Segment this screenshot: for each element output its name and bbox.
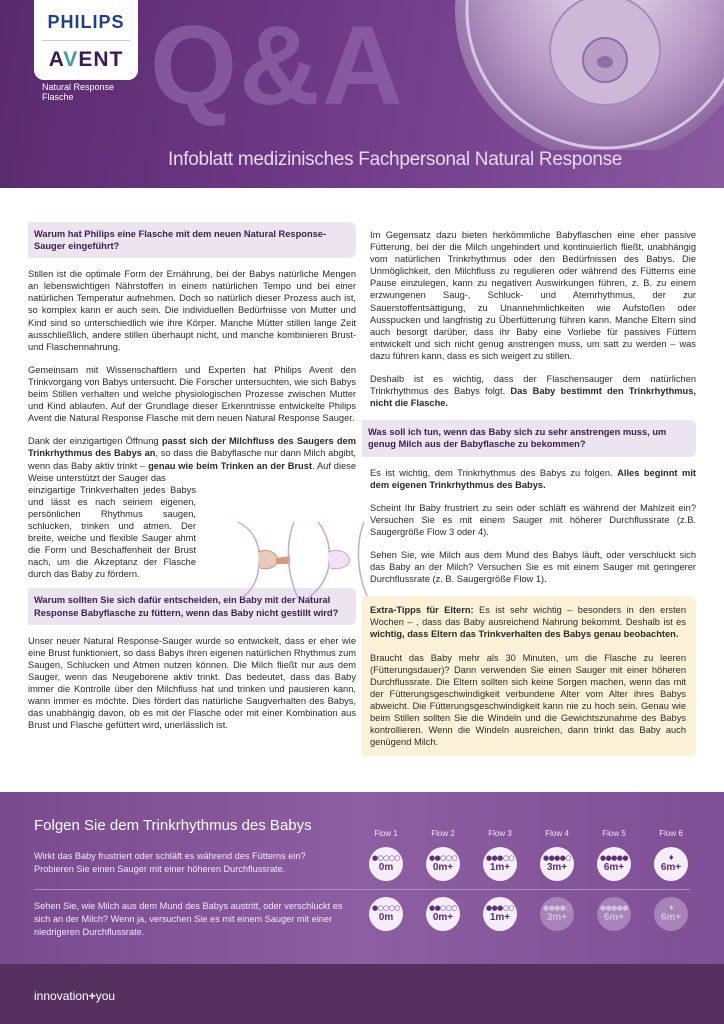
flow-dots: ♦ xyxy=(668,854,674,862)
flow-badge xyxy=(483,847,517,881)
flow-dots: ●●●●● xyxy=(599,854,629,862)
paragraph: Gemeinsam mit Wissenschaftlern und Experten hat Philips Avent den Trinkvorgang von Babys untersucht. Die Forscher untersuchten, wie sich Babys beim Stillen verhalten und welche physiologischen Prozesse zwischen Mutter und Kind ablaufen. Auf der Grundlage dieser Erkenntnisse entwickelte Philips Avent die Natural Response Flasche mit dem neuen Natural Response Sauger. xyxy=(28,364,356,424)
flow-dots: ●○○○○ xyxy=(371,904,401,912)
flow-dots: ♦ xyxy=(668,904,674,912)
flow-label: Flow 2 xyxy=(431,829,455,838)
flow-dots: ●●○○○ xyxy=(428,904,458,912)
flow-age: 0m+ xyxy=(432,912,454,923)
flow-age: 6m+ xyxy=(660,912,682,923)
flow-badge xyxy=(483,897,517,931)
left-column xyxy=(28,222,356,742)
flow-badge xyxy=(597,847,631,881)
extra-tips-box xyxy=(362,596,696,756)
header-banner xyxy=(0,0,724,188)
flow-badge xyxy=(369,847,403,881)
flow-badge xyxy=(654,897,688,931)
flow-label: Flow 3 xyxy=(488,829,512,838)
paragraph: Dank der einzigartigen Öffnung passt sich der Milchfluss des Saugers dem Trinkrhythmus des Babys an, so dass die Babyflasche nur dann Milch abgibt, wenn das Baby aktiv trinkt – genau wie beim Trinken an der Brust. Auf diese Weise unterstützt der Sauger das xyxy=(28,436,357,483)
band-title: Folgen Sie dem Trinkrhythmus des Babys xyxy=(34,817,312,834)
flow-badge xyxy=(540,847,574,881)
flow-dots: ●●●○○ xyxy=(485,904,515,912)
baby-feeding-illustration xyxy=(228,512,378,602)
logo-divider xyxy=(42,40,130,41)
flow-badge xyxy=(426,897,460,931)
flow-age: 3m+ xyxy=(546,912,568,923)
innovation-you-logo: innovation+you xyxy=(34,989,116,1003)
flow-badge xyxy=(540,897,574,931)
flow-badge xyxy=(426,847,460,881)
flow-age: 1m+ xyxy=(489,862,511,873)
right-column xyxy=(370,229,696,756)
paragraph: Scheint Ihr Baby frustriert zu sein oder schläft es während der Mahlzeit ein? Versuchen Sie es mit einem Sauger mit höherer Durchflussrate (z.B. Saugergröße Flow 3 oder 4). xyxy=(370,502,696,537)
flow-badge xyxy=(597,897,631,931)
flow-dots: ●●●●● xyxy=(599,904,629,912)
flow-age: 6m+ xyxy=(603,912,625,923)
flow-age: 1m+ xyxy=(489,912,511,923)
flow-badge xyxy=(369,897,403,931)
paragraph: Sehen Sie, wie Milch aus dem Mund des Babys läuft, oder verschluckt sich das Baby an der Milch? Versuchen Sie es mit einem Sauger mit geringerer Durchflussrate (z. B. Saugergröße Flow 1). xyxy=(370,549,696,585)
paragraph: Unser neuer Natural Response-Sauger wurde so entwickelt, dass er eher wie eine Brust funktioniert, so dass Babys ihren eigenen natürlichen Rhythmus zum Saugen, Schlucken und Atmen nutzen können. Die Milch fließt nur aus dem Sauger, wenn das Neugeborene aktiv trinkt. Das bedeutet, dass das Baby immer die Kontrolle über den Milchfluss hat und trinken und pausieren kann, wann immer es möchte. Dies fördert das natürliche Saugverhalten des Babys, das unabhängig davon, ob es mit der Flasche oder mit einer Kombination aus Brust und Flasche gefüttert wird, unerlässlich ist. xyxy=(28,635,356,731)
flow-dots: ●●●○○ xyxy=(485,854,515,862)
flow-label: Flow 5 xyxy=(602,829,626,838)
flow-age: 3m+ xyxy=(546,862,568,873)
flow-dots: ●●○○○ xyxy=(428,854,458,862)
question-3: Was soll ich tun, wenn das Baby sich zu sehr anstrengen muss, um genug Milch aus der Babyflasche zu bekommen? xyxy=(362,420,696,456)
product-name: Natural Response Flasche xyxy=(42,82,115,102)
paragraph: Stillen ist die optimale Form der Ernährung, bei der Babys natürliche Mengen an lebenswichtigen Nährstoffen in einem natürlichen Tempo und bei einer natürlichen Temperatur aufnehmen. Doch so natürlich dieser Prozess auch ist, so komplex kann er auch sein. Die individuellen Bedürfnisse von Mutter und Kind sind so unterschiedlich wie ihre Körper. Manche Mütter stillen lange Zeit ausschließlich, andere stillen überhaupt nicht, und manche kombinieren Brust- und Flaschennahrung. xyxy=(28,269,356,352)
flow-age: 0m+ xyxy=(432,862,454,873)
flow-dots: ●●●●○ xyxy=(542,904,572,912)
qa-title: Q&A xyxy=(150,3,405,128)
paragraph: Es ist wichtig, dem Trinkrhythmus des Babys zu folgen. Alles beginnt mit dem eigenen Trinkrhythmus des Babys. xyxy=(370,467,696,490)
flow-dots: ●○○○○ xyxy=(371,854,401,862)
question-1: Warum hat Philips eine Flasche mit dem neuen Natural Response-Sauger eingeführt? xyxy=(28,222,356,258)
flow-age: 6m+ xyxy=(603,862,625,873)
flow-badge xyxy=(654,847,688,881)
philips-wordmark: PHILIPS xyxy=(47,12,125,32)
tip-paragraph: Extra-Tipps für Eltern: Es ist sehr wichtig – besonders in den ersten Wochen – , dass das Baby ausreichend Nahrung bekommt. Deshalb ist es wichtig, dass Eltern das Trinkverhalten des Babys genau beobachten. xyxy=(370,605,686,640)
paragraph: Deshalb ist es wichtig, dass der Flaschensauger dem natürlichen Trinkrhythmus des Babys folgt. Das Baby bestimmt den Trinkrhythmus, nicht die Flasche. xyxy=(370,374,696,409)
row-2-text: Sehen Sie, wie Milch aus dem Mund des Babys austritt, oder verschluckt es sich an der Milch? Wenn ja, versuchen Sie es mit einem Sauger mit einer niedrigeren Durchflussrate. xyxy=(34,901,343,937)
philips-avent-logo xyxy=(34,0,138,80)
flow-age: 0m xyxy=(378,862,394,873)
tip-paragraph: Braucht das Baby mehr als 30 Minuten, um die Flasche zu leeren (Fütterungsdauer)? Dann verwenden Sie einen Sauger mit einer höheren Durchflussrate. Die Eltern sollten sich keine Sorgen machen, wenn das mit der Fütterungsgeschwindigkeit verbundene Alter vom Alter ihres Babys abweicht. Die Fütterungsgeschwindigkeit kann nie zu hoch sein. Genau wie beim Stillen sollten Sie die Windeln und die Gewichtszunahme des Babys kontrollieren. Wenn die Windeln ausreichen, dann trinkt das Baby auch genügend Milch. xyxy=(370,652,686,748)
flow-dots: ●●●●○ xyxy=(542,854,572,862)
paragraph-wrapped: einzigartige Trinkverhalten jedes Babys und lässt es nach seinem eigenen, persönlichen Rhythmus saugen, schlucken, trinken und atmen. Der breite, weiche und flexible Sauger ahmt die Form und Beschaffenheit der Brust nach, um die Akzeptanz der Flasche durch das Baby zu fördern. xyxy=(28,484,196,580)
nipple-image xyxy=(445,0,724,150)
flow-label: Flow 6 xyxy=(659,829,683,838)
flow-age: 6m+ xyxy=(660,862,682,873)
band-divider xyxy=(34,889,690,890)
avent-wordmark: AVENT xyxy=(48,48,124,71)
flow-label: Flow 4 xyxy=(545,829,569,838)
row-1-text: Wirkt das Baby frustriert oder schläft es während des Fütterns ein? Probieren Sie einen Sauger mit einer höheren Durchflussrate. xyxy=(34,851,306,874)
question-2: Warum sollten Sie sich dafür entscheiden, ein Baby mit der Natural Response Babyflasche zu füttern, wenn das Baby nicht gestillt wird? xyxy=(28,588,356,624)
paragraph: Im Gegensatz dazu bieten herkömmliche Babyflaschen eine eher passive Fütterung, bei der die Milch ungehindert und kontinuierlich fließt, unabhängig vom natürlichen Trinkrhythmus oder den Bedürfnissen des Babys. Die Unmöglichkeit, den Milchfluss zu regulieren oder während des Fütterns eine Pause einzulegen, kann zu negativen Auswirkungen führen, z. B. zu einem erzwungenen Saug-, Schluck- und Atemrhythmus, der zur Sauerstoffentsättigung, zu Unannehmlichkeiten wie Aufstoßen oder Ausspucken und langfristig zu Überfütterung führen kann. Manche Eltern sind auch besorgt darüber, dass ihr Baby eine Vorliebe für passives Füttern entwickelt und sich nicht genug anstrengen muss, um satt zu werden – was dazu führen kann, dass es sich weigert zu stillen. xyxy=(370,230,696,361)
page-subtitle: Infoblatt medizinisches Fachpersonal Natural Response xyxy=(168,149,623,170)
flow-label: Flow 1 xyxy=(374,829,398,838)
flow-age: 0m xyxy=(378,912,394,923)
